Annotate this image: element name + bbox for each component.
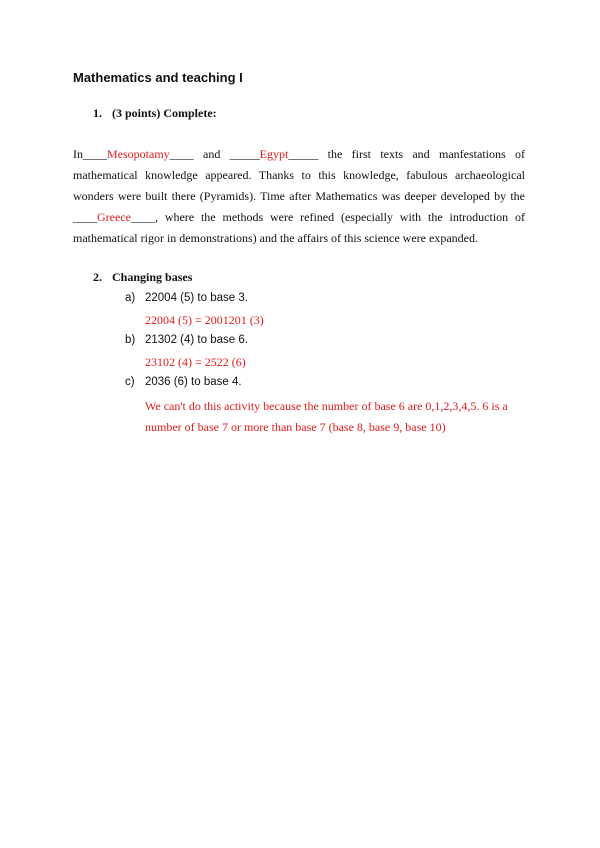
answer-blank-1: Mesopotamy	[107, 147, 170, 161]
item-c-label: c)	[125, 376, 135, 388]
item-b-question: 21302 (4) to base 6.	[145, 334, 248, 346]
question-1-paragraph	[73, 144, 525, 249]
answer-blank-2: Egypt	[259, 147, 289, 161]
item-a-label: a)	[125, 292, 136, 304]
item-a-question: 22004 (5) to base 3.	[145, 292, 248, 304]
para-intro: In____	[73, 147, 107, 161]
item-c-question: 2036 (6) to base 4.	[145, 376, 242, 388]
item-a	[125, 292, 248, 304]
item-b	[125, 334, 248, 346]
para-end: ____, where the methods were refined (especially with the introduction of mathematical rigor in demonstrations) and the affairs of this science were expanded.	[73, 210, 525, 245]
item-b-label: b)	[125, 334, 136, 346]
answer-blank-3: Greece	[97, 210, 131, 224]
item-a-answer: 22004 (5) = 2001201 (3)	[145, 313, 264, 327]
question-2-title: Changing bases	[112, 270, 193, 284]
question-1-title: (3 points) Complete:	[112, 106, 217, 120]
para-and: ____ and _____	[169, 147, 260, 161]
question-1-number: 1.	[93, 106, 102, 120]
item-c-answer: We can't do this activity because the number of base 6 are 0,1,2,3,4,5. 6 is a number of base 7 or more than base 7 (base 8, base 9, base 10)	[145, 399, 508, 434]
item-b-answer: 23102 (4) = 2522 (6)	[145, 355, 246, 369]
para-middle: _____ the first texts and manfestations of mathematical knowledge appeared. Thanks to this knowledge, fabulous archaeological wonders were built there (Pyramids). Time after Mathematics was deeper developed by the ____	[73, 147, 525, 224]
question-2-heading	[93, 270, 192, 285]
item-c	[125, 376, 242, 388]
question-1-heading	[93, 106, 217, 121]
document-title: Mathematics and teaching I	[73, 70, 243, 85]
question-2-number: 2.	[93, 270, 102, 284]
